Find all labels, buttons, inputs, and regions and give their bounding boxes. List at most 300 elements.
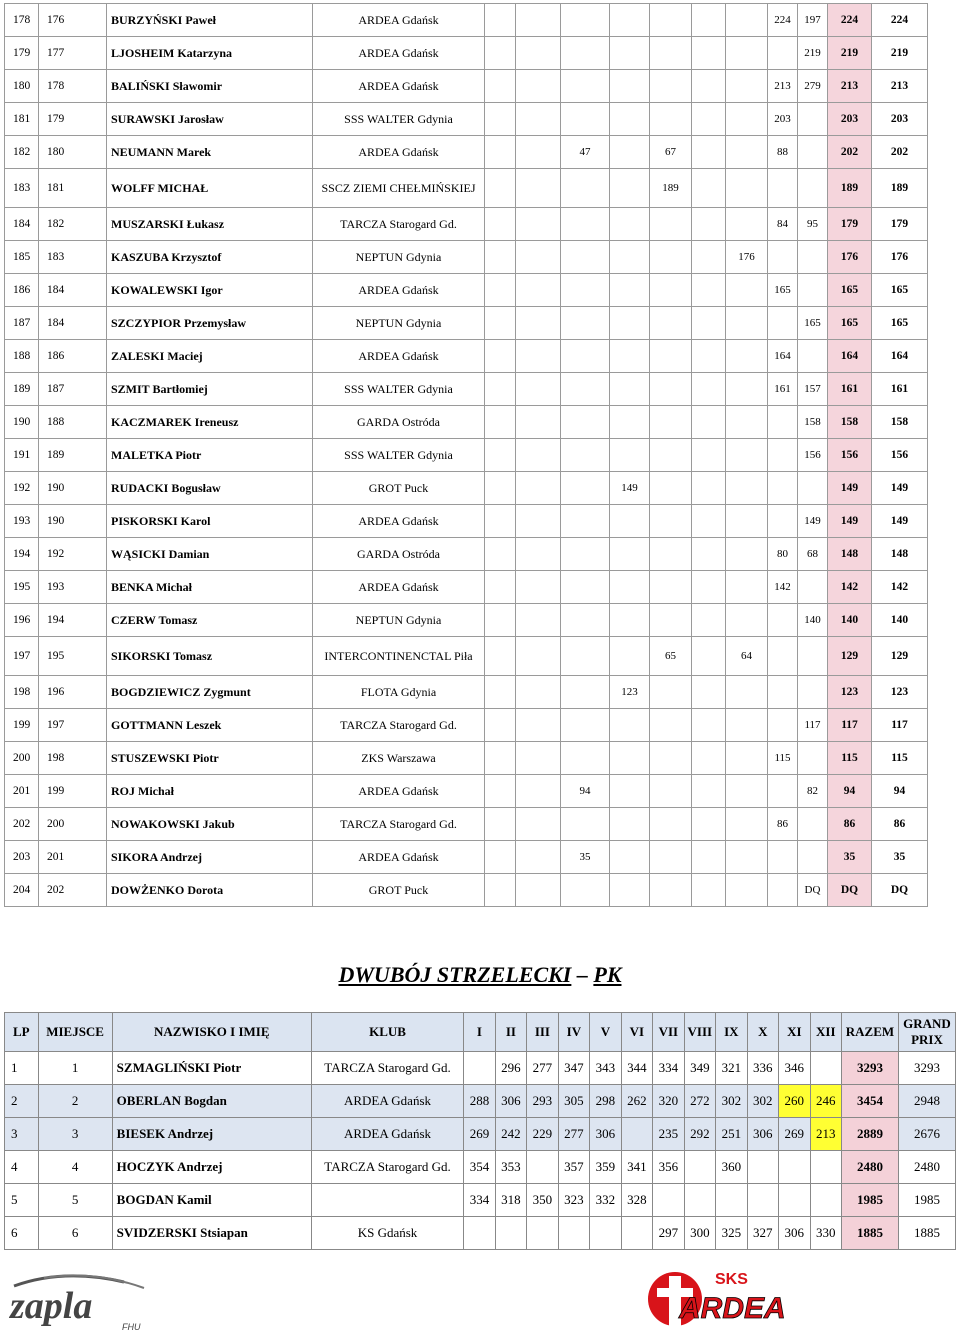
row-score: 347 <box>558 1052 589 1085</box>
row-score <box>485 4 516 37</box>
row-score <box>561 70 610 103</box>
row-score <box>726 571 768 604</box>
row-score <box>650 103 692 136</box>
row-score <box>779 1184 810 1217</box>
row-score: 306 <box>590 1118 621 1151</box>
row-best: 165 <box>828 274 872 307</box>
row-score <box>768 439 798 472</box>
row-score <box>516 373 561 406</box>
row-score <box>516 241 561 274</box>
row-name: KASZUBA Krzysztof <box>107 241 313 274</box>
row-score: 157 <box>798 373 828 406</box>
row-score: 320 <box>653 1085 684 1118</box>
row-score: 334 <box>464 1184 495 1217</box>
row-score <box>692 775 726 808</box>
row-score <box>485 406 516 439</box>
row-name: NEUMANN Marek <box>107 136 313 169</box>
row-score <box>768 241 798 274</box>
table-header-row <box>5 1013 956 1052</box>
row-score: 297 <box>653 1217 684 1250</box>
row-name: MUSZARSKI Łukasz <box>107 208 313 241</box>
row-score <box>650 709 692 742</box>
row-score <box>726 505 768 538</box>
row-score <box>485 241 516 274</box>
row-score: 88 <box>768 136 798 169</box>
row-name: BOGDZIEWICZ Zygmunt <box>107 676 313 709</box>
row-lp: 1 <box>5 1052 39 1085</box>
row-name: ZALESKI Maciej <box>107 340 313 373</box>
row-score <box>650 874 692 907</box>
row-score: 117 <box>798 709 828 742</box>
row-club: ARDEA Gdańsk <box>311 1118 463 1151</box>
row-score <box>516 775 561 808</box>
row-club: SSCZ ZIEMI CHEŁMIŃSKIEJ <box>313 169 485 208</box>
row-score <box>726 274 768 307</box>
row-score <box>798 571 828 604</box>
row-lp: 192 <box>5 472 39 505</box>
row-total: 165 <box>872 307 928 340</box>
row-name: SIKORA Andrzej <box>107 841 313 874</box>
row-score <box>650 571 692 604</box>
row-score: 279 <box>798 70 828 103</box>
table-row <box>5 637 928 676</box>
row-name: KOWALEWSKI Igor <box>107 274 313 307</box>
row-place: 3 <box>38 1118 112 1151</box>
row-grand-prix: 3293 <box>898 1052 955 1085</box>
row-total: 117 <box>872 709 928 742</box>
row-score <box>692 241 726 274</box>
row-score <box>561 637 610 676</box>
row-score <box>610 274 650 307</box>
row-score <box>692 406 726 439</box>
row-score: 344 <box>621 1052 652 1085</box>
row-score <box>561 340 610 373</box>
row-score <box>726 709 768 742</box>
row-score: 357 <box>558 1151 589 1184</box>
row-score <box>650 406 692 439</box>
row-club: GROT Puck <box>313 874 485 907</box>
row-score: 65 <box>650 637 692 676</box>
row-score: 115 <box>768 742 798 775</box>
row-score <box>485 103 516 136</box>
row-score <box>561 241 610 274</box>
row-score <box>692 4 726 37</box>
row-score: 149 <box>798 505 828 538</box>
row-score <box>779 1151 810 1184</box>
row-score <box>516 505 561 538</box>
row-score <box>650 538 692 571</box>
row-score <box>692 208 726 241</box>
row-score <box>485 637 516 676</box>
row-score <box>726 70 768 103</box>
row-score <box>610 439 650 472</box>
row-score <box>516 439 561 472</box>
row-score <box>768 676 798 709</box>
row-score <box>610 637 650 676</box>
row-club: ARDEA Gdańsk <box>313 775 485 808</box>
row-score <box>692 538 726 571</box>
row-club <box>311 1184 463 1217</box>
row-score <box>650 505 692 538</box>
row-score <box>726 37 768 70</box>
row-name: BALIŃSKI Sławomir <box>107 70 313 103</box>
row-score: 219 <box>798 37 828 70</box>
row-score <box>621 1118 652 1151</box>
row-best: 117 <box>828 709 872 742</box>
row-best: 149 <box>828 505 872 538</box>
row-lp: 202 <box>5 808 39 841</box>
row-score <box>650 340 692 373</box>
row-best: 179 <box>828 208 872 241</box>
row-score <box>810 1184 841 1217</box>
row-lp: 183 <box>5 169 39 208</box>
row-name: SZMIT Bartłomiej <box>107 373 313 406</box>
row-score: 353 <box>495 1151 526 1184</box>
row-place: 4 <box>38 1151 112 1184</box>
row-lp: 188 <box>5 340 39 373</box>
row-total: DQ <box>872 874 928 907</box>
results-table-dwuboj <box>4 1012 956 1250</box>
row-score <box>726 208 768 241</box>
row-score: 94 <box>561 775 610 808</box>
row-score <box>561 472 610 505</box>
row-score <box>650 808 692 841</box>
row-score <box>726 169 768 208</box>
row-place: 180 <box>39 136 107 169</box>
row-place: 199 <box>39 775 107 808</box>
row-score: 350 <box>527 1184 558 1217</box>
row-score: 203 <box>768 103 798 136</box>
ardea-logo <box>645 1266 790 1332</box>
row-score: 341 <box>621 1151 652 1184</box>
row-score <box>561 604 610 637</box>
row-score <box>485 373 516 406</box>
row-place: 194 <box>39 604 107 637</box>
row-score: 277 <box>527 1052 558 1085</box>
row-name: WOLFF MICHAŁ <box>107 169 313 208</box>
row-razem: 2889 <box>842 1118 899 1151</box>
row-score <box>610 808 650 841</box>
row-name: CZERW Tomasz <box>107 604 313 637</box>
header-cell: XI <box>779 1013 810 1052</box>
row-best: 165 <box>828 307 872 340</box>
row-best: 140 <box>828 604 872 637</box>
header-cell: MIEJSCE <box>38 1013 112 1052</box>
row-score <box>684 1151 715 1184</box>
row-lp: 180 <box>5 70 39 103</box>
table-row <box>5 208 928 241</box>
row-score <box>692 373 726 406</box>
row-lp: 203 <box>5 841 39 874</box>
row-place: 195 <box>39 637 107 676</box>
row-best: 35 <box>828 841 872 874</box>
row-place: 190 <box>39 505 107 538</box>
row-score <box>561 37 610 70</box>
row-score <box>798 808 828 841</box>
row-score <box>516 637 561 676</box>
row-best: 129 <box>828 637 872 676</box>
row-score <box>798 742 828 775</box>
row-name: BOGDAN Kamil <box>112 1184 311 1217</box>
row-grand-prix: 2480 <box>898 1151 955 1184</box>
row-name: DOWŻENKO Dorota <box>107 874 313 907</box>
row-score <box>485 307 516 340</box>
row-score <box>726 538 768 571</box>
row-score <box>610 874 650 907</box>
table-row <box>5 307 928 340</box>
row-total: 129 <box>872 637 928 676</box>
row-total: 142 <box>872 571 928 604</box>
row-name: SVIDZERSKI Stsiapan <box>112 1217 311 1250</box>
row-name: HOCZYK Andrzej <box>112 1151 311 1184</box>
row-score: 68 <box>798 538 828 571</box>
row-score <box>650 4 692 37</box>
row-score: 343 <box>590 1052 621 1085</box>
table-row <box>5 676 928 709</box>
row-score <box>798 841 828 874</box>
row-score <box>610 841 650 874</box>
row-score <box>485 808 516 841</box>
row-score <box>561 373 610 406</box>
row-lp: 181 <box>5 103 39 136</box>
row-place: 184 <box>39 307 107 340</box>
row-score <box>726 841 768 874</box>
row-lp: 199 <box>5 709 39 742</box>
row-place: 182 <box>39 208 107 241</box>
row-score: 277 <box>558 1118 589 1151</box>
row-razem: 3454 <box>842 1085 899 1118</box>
row-club: TARCZA Starogard Gd. <box>313 709 485 742</box>
row-place: 193 <box>39 571 107 604</box>
row-club: ARDEA Gdańsk <box>313 37 485 70</box>
row-score <box>516 208 561 241</box>
row-score <box>561 505 610 538</box>
row-score <box>726 676 768 709</box>
row-place: 181 <box>39 169 107 208</box>
row-lp: 195 <box>5 571 39 604</box>
row-place: 176 <box>39 4 107 37</box>
row-score: 164 <box>768 340 798 373</box>
row-score <box>610 373 650 406</box>
row-score: 354 <box>464 1151 495 1184</box>
row-score: 318 <box>495 1184 526 1217</box>
row-best: 123 <box>828 676 872 709</box>
row-score <box>692 274 726 307</box>
row-score <box>768 472 798 505</box>
row-score <box>485 571 516 604</box>
header-cell: GRAND PRIX <box>898 1013 955 1052</box>
row-score <box>692 571 726 604</box>
row-score <box>485 676 516 709</box>
row-place: 1 <box>38 1052 112 1085</box>
row-score: 86 <box>768 808 798 841</box>
row-score: 356 <box>653 1151 684 1184</box>
header-cell: V <box>590 1013 621 1052</box>
row-score: 80 <box>768 538 798 571</box>
row-place: 183 <box>39 241 107 274</box>
row-lp: 5 <box>5 1184 39 1217</box>
row-score <box>726 4 768 37</box>
table-row <box>5 4 928 37</box>
row-grand-prix: 2676 <box>898 1118 955 1151</box>
table-row <box>5 37 928 70</box>
row-club: ARDEA Gdańsk <box>313 505 485 538</box>
row-score: 359 <box>590 1151 621 1184</box>
row-lp: 186 <box>5 274 39 307</box>
row-score <box>692 841 726 874</box>
row-lp: 178 <box>5 4 39 37</box>
row-score <box>516 103 561 136</box>
row-score <box>726 604 768 637</box>
row-score: 302 <box>716 1085 747 1118</box>
section-title-dash: – <box>571 962 594 987</box>
row-name: WĄSICKI Damian <box>107 538 313 571</box>
header-cell: VI <box>621 1013 652 1052</box>
row-score: 67 <box>650 136 692 169</box>
row-score <box>516 742 561 775</box>
row-score <box>692 307 726 340</box>
row-score <box>692 874 726 907</box>
row-score <box>610 70 650 103</box>
row-score <box>516 709 561 742</box>
row-score: 260 <box>779 1085 810 1118</box>
row-total: 176 <box>872 241 928 274</box>
row-score <box>516 472 561 505</box>
row-lp: 204 <box>5 874 39 907</box>
table-row <box>5 169 928 208</box>
table-row <box>5 571 928 604</box>
row-score <box>726 307 768 340</box>
row-score <box>798 241 828 274</box>
row-best: 203 <box>828 103 872 136</box>
row-score: 35 <box>561 841 610 874</box>
row-score: 158 <box>798 406 828 439</box>
row-club: TARCZA Starogard Gd. <box>313 808 485 841</box>
header-cell: XII <box>810 1013 841 1052</box>
row-total: 224 <box>872 4 928 37</box>
row-score <box>650 274 692 307</box>
row-score <box>485 709 516 742</box>
row-score <box>650 307 692 340</box>
row-score: 165 <box>768 274 798 307</box>
row-score <box>516 169 561 208</box>
table-row <box>5 538 928 571</box>
row-score <box>798 169 828 208</box>
row-name: BENKA Michał <box>107 571 313 604</box>
row-lp: 198 <box>5 676 39 709</box>
row-score <box>716 1184 747 1217</box>
row-name: KACZMAREK Ireneusz <box>107 406 313 439</box>
row-score <box>610 742 650 775</box>
row-score <box>726 808 768 841</box>
row-score <box>610 4 650 37</box>
row-club: GARDA Ostróda <box>313 406 485 439</box>
row-score <box>516 406 561 439</box>
row-score <box>485 340 516 373</box>
section-title-main: DWUBÓJ STRZELECKI <box>338 962 572 987</box>
row-score <box>610 604 650 637</box>
row-best: 142 <box>828 571 872 604</box>
row-score <box>692 472 726 505</box>
row-score <box>561 103 610 136</box>
row-score <box>516 841 561 874</box>
row-score: 327 <box>747 1217 778 1250</box>
row-grand-prix: 2948 <box>898 1085 955 1118</box>
row-score: 176 <box>726 241 768 274</box>
row-name: LJOSHEIM Katarzyna <box>107 37 313 70</box>
row-score <box>464 1052 495 1085</box>
row-score <box>798 340 828 373</box>
row-score <box>561 406 610 439</box>
row-lp: 3 <box>5 1118 39 1151</box>
row-score: 224 <box>768 4 798 37</box>
row-score: 262 <box>621 1085 652 1118</box>
row-total: 94 <box>872 775 928 808</box>
row-score <box>610 241 650 274</box>
row-place: 188 <box>39 406 107 439</box>
row-score <box>768 775 798 808</box>
row-grand-prix: 1885 <box>898 1217 955 1250</box>
row-score: DQ <box>798 874 828 907</box>
row-score <box>516 676 561 709</box>
row-club: ZKS Warszawa <box>313 742 485 775</box>
row-score <box>798 472 828 505</box>
row-score <box>561 538 610 571</box>
row-lp: 194 <box>5 538 39 571</box>
row-score <box>768 169 798 208</box>
row-score <box>692 604 726 637</box>
row-score <box>485 505 516 538</box>
row-score: 123 <box>610 676 650 709</box>
row-place: 177 <box>39 37 107 70</box>
row-score <box>485 274 516 307</box>
row-lp: 179 <box>5 37 39 70</box>
row-score <box>516 307 561 340</box>
results-table-top <box>4 3 928 907</box>
table-row <box>5 340 928 373</box>
row-score <box>726 103 768 136</box>
table-row <box>5 406 928 439</box>
row-score <box>558 1217 589 1250</box>
row-score <box>768 307 798 340</box>
row-score: 330 <box>810 1217 841 1250</box>
row-place: 2 <box>38 1085 112 1118</box>
row-lp: 197 <box>5 637 39 676</box>
row-score <box>692 505 726 538</box>
row-club: FLOTA Gdynia <box>313 676 485 709</box>
row-score <box>692 340 726 373</box>
row-total: 149 <box>872 505 928 538</box>
table-row <box>5 1085 956 1118</box>
row-score <box>650 70 692 103</box>
row-score <box>516 70 561 103</box>
row-score <box>650 676 692 709</box>
row-club: ARDEA Gdańsk <box>313 571 485 604</box>
row-name: PISKORSKI Karol <box>107 505 313 538</box>
row-score <box>516 604 561 637</box>
row-score <box>798 637 828 676</box>
row-club: GROT Puck <box>313 472 485 505</box>
row-score <box>747 1151 778 1184</box>
row-score <box>516 571 561 604</box>
row-score: 293 <box>527 1085 558 1118</box>
row-score <box>768 406 798 439</box>
row-score: 165 <box>798 307 828 340</box>
row-lp: 6 <box>5 1217 39 1250</box>
row-name: GOTTMANN Leszek <box>107 709 313 742</box>
row-score <box>485 604 516 637</box>
row-score <box>650 439 692 472</box>
